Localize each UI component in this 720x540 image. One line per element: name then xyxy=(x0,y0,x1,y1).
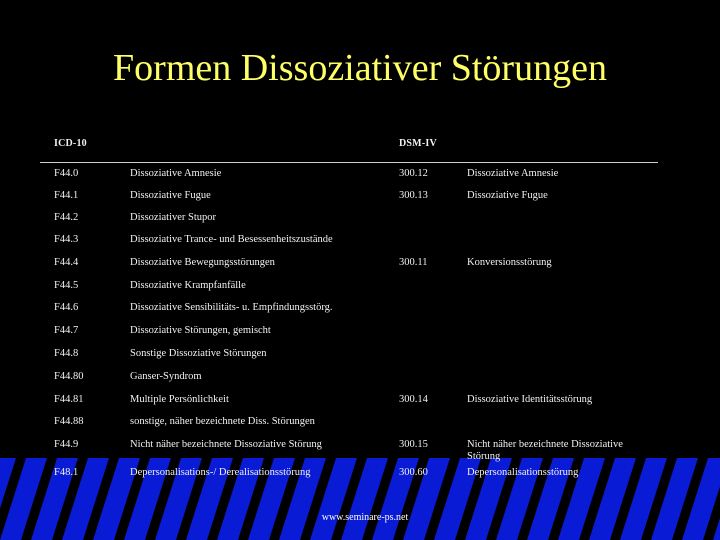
icd-code: F44.5 xyxy=(54,280,79,291)
icd-name: Dissoziative Amnesie xyxy=(130,168,222,179)
icd-name: Depersonalisations-/ Derealisationsstörung xyxy=(130,467,311,478)
icd-name: Sonstige Dissoziative Störungen xyxy=(130,348,267,359)
icd-name: Ganser-Syndrom xyxy=(130,371,202,382)
icd-code: F44.3 xyxy=(54,234,79,245)
classification-table xyxy=(40,138,660,484)
dsm-name: Depersonalisationsstörung xyxy=(467,467,579,478)
dsm-code: 300.12 xyxy=(399,168,428,179)
table-row xyxy=(40,394,658,414)
table-row xyxy=(40,257,658,277)
table-row xyxy=(40,234,658,254)
icd-code: F44.80 xyxy=(54,371,84,382)
icd-name: Dissoziative Fugue xyxy=(130,190,211,201)
icd-code: F48.1 xyxy=(54,467,79,478)
icd-code: F44.1 xyxy=(54,190,79,201)
table-row xyxy=(40,212,658,232)
icd-name: sonstige, näher bezeichnete Diss. Störungen xyxy=(130,416,315,427)
icd-name: Nicht näher bezeichnete Dissoziative Störung xyxy=(130,439,322,450)
icd-name: Dissoziativer Stupor xyxy=(130,212,217,223)
icd-code: F44.6 xyxy=(54,302,79,313)
dsm-code: 300.13 xyxy=(399,190,428,201)
icd-code: F44.9 xyxy=(54,439,79,450)
icd-code: F44.81 xyxy=(54,394,84,405)
dsm-name: Dissoziative Amnesie xyxy=(467,168,559,179)
dsm-code: 300.60 xyxy=(399,467,428,478)
icd-name: Dissoziative Trance- und Besessenheitszustände xyxy=(130,234,333,245)
table-row xyxy=(40,371,658,391)
table-row xyxy=(40,325,658,345)
dsm-name: Konversionsstörung xyxy=(467,257,552,268)
icd-code: F44.8 xyxy=(54,348,79,359)
table-row xyxy=(40,348,658,368)
dsm-code: 300.14 xyxy=(399,394,428,405)
icd-name: Dissoziative Krampfanfälle xyxy=(130,280,246,291)
icd-name: Dissoziative Störungen, gemischt xyxy=(130,325,271,336)
header-icd10: ICD-10 xyxy=(54,138,87,149)
dsm-name: Nicht näher bezeichnete Dissoziative Störung xyxy=(467,439,623,462)
table-row xyxy=(40,302,658,322)
table-row xyxy=(40,190,658,210)
table-row xyxy=(40,439,658,463)
icd-name: Dissoziative Bewegungsstörungen xyxy=(130,257,275,268)
header-dsm4: DSM-IV xyxy=(399,138,437,149)
icd-name: Multiple Persönlichkeit xyxy=(130,394,229,405)
icd-code: F44.7 xyxy=(54,325,79,336)
icd-code: F44.2 xyxy=(54,212,79,223)
icd-code: F44.0 xyxy=(54,168,79,179)
footer-url: www.seminare-ps.net xyxy=(321,512,409,523)
slide-title: Formen Dissoziativer Störungen xyxy=(113,47,607,89)
table-row xyxy=(40,416,658,436)
dsm-code: 300.11 xyxy=(399,257,428,268)
dsm-name: Dissoziative Identitätsstörung xyxy=(467,394,593,405)
header-divider xyxy=(40,162,658,163)
icd-code: F44.4 xyxy=(54,257,79,268)
table-row xyxy=(40,168,658,188)
table-row xyxy=(40,467,658,487)
icd-name: Dissoziative Sensibilitäts- u. Empfindungsstörg. xyxy=(130,302,333,313)
dsm-code: 300.15 xyxy=(399,439,428,450)
icd-code: F44.88 xyxy=(54,416,84,427)
dsm-name: Dissoziative Fugue xyxy=(467,190,548,201)
table-row xyxy=(40,280,658,300)
